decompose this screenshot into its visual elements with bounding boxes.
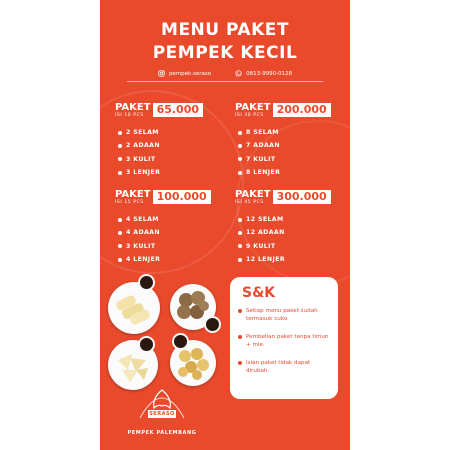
instagram-contact[interactable]	[158, 70, 211, 77]
list-item: 9 KULIT	[238, 240, 331, 253]
paket-isi: ISI 45 PCS	[235, 200, 264, 205]
list-item	[238, 333, 334, 349]
paket-card-2	[235, 103, 331, 179]
terms-title: S&K	[242, 285, 276, 301]
paket-price: 300.000	[273, 190, 331, 204]
whatsapp-contact[interactable]	[235, 70, 292, 77]
food-plate-lenjer	[108, 282, 160, 334]
paket-items	[238, 126, 331, 179]
paket-card-4	[235, 190, 331, 266]
poster-title-line1: MENU PAKET	[161, 20, 289, 40]
list-item: 3 KULIT	[118, 240, 211, 253]
cuko-sauce-bowl	[204, 316, 221, 333]
lenjer-pieces	[108, 282, 160, 334]
brand-logo	[122, 380, 202, 444]
paket-price: 100.000	[153, 190, 211, 204]
list-item: 3 KULIT	[118, 153, 203, 166]
whatsapp-number: 0813-9990-0128	[246, 70, 293, 77]
instagram-icon	[158, 70, 165, 77]
paket-isi: ISI 30 PCS	[235, 113, 264, 118]
list-item: 3 LENJER	[118, 166, 203, 179]
terms-card	[230, 277, 338, 399]
brand-logo-subtitle: PEMPEK PALEMBANG	[127, 430, 197, 436]
list-item	[238, 359, 334, 375]
terms-note: Setiap menu paket sudah termasuk cuko.	[246, 308, 318, 322]
list-item: 7 ADAAN	[238, 139, 331, 152]
header-divider	[127, 81, 323, 82]
poster-title-line2: PEMPEK KECIL	[152, 43, 298, 63]
list-item: 12 ADAAN	[238, 226, 331, 239]
paket-card-1	[115, 103, 203, 179]
brand-logo-text: SERASO	[149, 411, 175, 417]
cuko-sauce-bowl	[138, 274, 155, 291]
terms-note: Pembelian paket tanpa timun + mie.	[246, 334, 329, 348]
paket-label: PAKET	[235, 189, 271, 200]
paket-items	[238, 213, 331, 266]
cuko-sauce-bowl	[138, 336, 155, 353]
list-item	[238, 307, 334, 323]
list-item: 4 ADAAN	[118, 226, 211, 239]
instagram-handle: pempek.seraso	[168, 70, 212, 77]
contact-bar	[100, 70, 350, 77]
paket-price: 200.000	[273, 103, 331, 117]
paket-card-3	[115, 190, 211, 266]
list-item: 7 KULIT	[238, 153, 331, 166]
list-item: 12 LENJER	[238, 253, 331, 266]
list-item: 4 SELAM	[118, 213, 211, 226]
paket-price: 65.000	[153, 103, 203, 117]
list-item: 8 LENJER	[238, 166, 331, 179]
paket-isi: ISI 15 PCS	[115, 200, 144, 205]
paket-isi: ISI 10 PCS	[115, 113, 144, 118]
paket-items	[118, 213, 211, 266]
list-item: 12 SELAM	[238, 213, 331, 226]
paket-label: PAKET	[115, 189, 151, 200]
terms-note: Isian paket tidak dapat dirubah.	[246, 360, 311, 374]
whatsapp-icon	[235, 70, 242, 77]
cuko-sauce-bowl	[172, 333, 189, 350]
terms-list	[238, 307, 334, 385]
list-item: 2 ADAAN	[118, 139, 203, 152]
paket-items	[118, 126, 203, 179]
paket-label: PAKET	[235, 102, 271, 113]
list-item: 2 SELAM	[118, 126, 203, 139]
list-item: 8 SELAM	[238, 126, 331, 139]
paket-label: PAKET	[115, 102, 151, 113]
list-item: 4 LENJER	[118, 253, 211, 266]
